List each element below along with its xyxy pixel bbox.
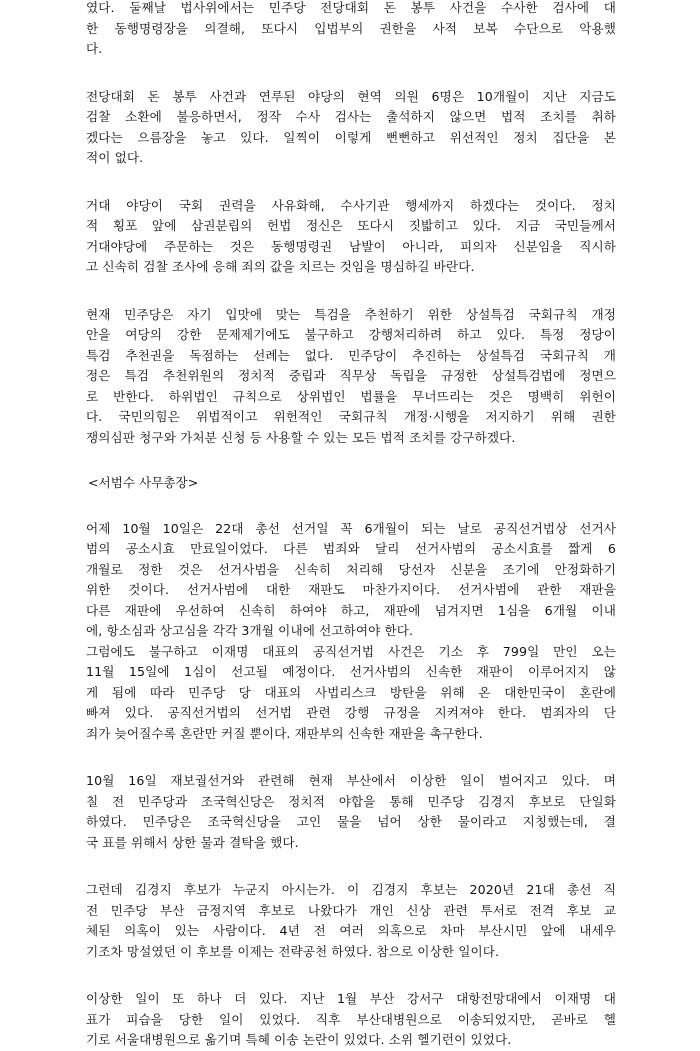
text-line: 전당대회 돈 봉투 사건과 연루된 야당의 현역 의원 6명은 10개월이 지난 지금도 xyxy=(86,88,616,104)
text-line: 다른 재판에 우선하여 신속히 하여야 하고, 재판에 넘겨지면 1심을 6개월 이내 xyxy=(86,602,616,618)
text-line: 기로 서울대병원으로 옮기며 특혜 이송 논란이 있었다. 소위 헬기런이 있었다. xyxy=(86,1032,512,1047)
text-line: 쟁의심판 청구와 가처분 신청 등 사용할 수 있는 모든 법적 조치를 강구하겠다. xyxy=(86,429,516,445)
paragraph-5 xyxy=(86,519,616,745)
text-line: 하였다. 민주당은 조국혁신당을 고인 물을 넘어 상한 물이라고 지칭했는데, 결 xyxy=(86,814,616,829)
paragraph-3 xyxy=(86,196,616,278)
text-line: 칠 전 민주당과 조국혁신당은 정치적 야합을 통해 민주당 김경지 후보로 단일화 xyxy=(86,793,616,809)
paragraph-6 xyxy=(86,771,616,853)
text-line: 거대 야당이 국회 권력을 사유화해, 수사기관 행세까지 하겠다는 것이다. 정치 xyxy=(86,197,616,213)
text-line: 위한 것이다. 선거사범에 대한 재판도 마찬가지이다. 선거사범에 관한 재판을 xyxy=(86,582,616,597)
text-line: 정은 특검 추천위원의 정치적 중립과 직무상 독립을 규정한 상설특검법에 정면으 xyxy=(86,368,616,383)
text-line: 로 반한다. 하위법인 규칙으로 상위법인 법률을 무너뜨리는 것은 명백히 위헌이 xyxy=(86,388,616,404)
text-line: 검찰 소환에 불응하면서, 정작 수사 검사는 출석하지 않으면 법적 조치를 취하 xyxy=(86,109,616,124)
speaker-heading: <서범수 사무총장> xyxy=(88,475,199,490)
paragraph-8 xyxy=(86,989,616,1051)
text-line: 국 표를 위해서 상한 물과 결탁을 했다. xyxy=(86,834,299,850)
text-line: 표가 피습을 당한 일이 있었다. 직후 부산대병원으로 이송되었지만, 곧바로 헬 xyxy=(86,1011,616,1027)
text-line: 개월로 정한 것은 선거사범을 신속히 처리해 당선자 신분을 조기에 안정화하기 xyxy=(86,561,616,577)
text-line: 빠져 있다. 공직선거법의 선거법 관련 강행 규정을 지켜져야 한다. 범죄자의 단 xyxy=(86,705,616,720)
text-line: 거대야당에 주문하는 것은 동행명령권 남발이 아니라, 피의자 신분임을 직시하 xyxy=(86,238,616,254)
text-line: 겠다는 으름장을 놓고 있다. 일찍이 이렇게 뻔뻔하고 위선적인 정치 집단을 본 xyxy=(86,129,616,145)
text-line: 다. 국민의힘은 위법적이고 위헌적인 국회규칙 개정·시행을 저지하기 위해 권한 xyxy=(86,409,616,424)
text-line: 게 됨에 따라 민주당 당 대표의 사법리스크 방탄을 위해 온 대한민국이 혼란에 xyxy=(86,684,616,700)
text-line: 였다. 둘째날 법사위에서는 민주당 전당대회 돈 봉투 사건을 수사한 검사에 대 xyxy=(86,0,616,15)
text-line: 죄가 늦어질수록 혼란만 커질 뿐이다. 재판부의 신속한 재판을 촉구한다. xyxy=(86,725,483,741)
text-line: 그런데 김경지 후보가 누군지 아시는가. 이 김경지 후보는 2020년 21대 총선 직 xyxy=(86,882,616,897)
text-line: 체된 의혹이 있는 사람이다. 4년 전 여러 의혹으로 차마 부산시민 앞에 내세우 xyxy=(86,923,616,938)
text-line: 특검 추천권을 독점하는 선례는 없다. 민주당이 추진하는 상설특검 국회규칙 개 xyxy=(86,347,616,363)
text-line: 다. xyxy=(86,41,103,56)
text-line: 적이 없다. xyxy=(86,150,144,165)
text-line: 에, 항소심과 상고심을 각각 3개월 이내에 선고하여야 한다. xyxy=(86,623,414,638)
text-line: 이상한 일이 또 하나 더 있다. 지난 1월 부산 강서구 대항전망대에서 이재명 대 xyxy=(86,991,616,1006)
paragraph-7 xyxy=(86,880,616,962)
text-line: 그럼에도 불구하고 이재명 대표의 공직선거법 사건은 기소 후 799일 만인 오는 xyxy=(86,643,616,659)
text-line: 어제 10월 10일은 22대 총선 선거일 꼭 6개월이 되는 날로 공직선거법상 선거사 xyxy=(86,520,616,536)
paragraph-2 xyxy=(86,87,616,169)
text-line: 전 민주당 부산 금정지역 후보로 나왔다가 개인 신상 관련 투서로 전격 후보 교 xyxy=(86,902,616,918)
text-line: 현재 민주당은 자기 입맛에 맞는 특검을 추천하기 위한 상설특검 국회규칙 개정 xyxy=(86,306,616,322)
text-line: 안을 여당의 강한 문제제기에도 불구하고 강행처리하려 하고 있다. 특정 정당이 xyxy=(86,327,616,342)
text-line: 고 신속히 검찰 조사에 응해 죄의 값을 치르는 것임을 명심하길 바란다. xyxy=(86,259,475,274)
text-line: 범의 공소시효 만료일이었다. 다른 범죄와 달리 선거사범의 공소시효를 짧게 6 xyxy=(86,541,616,556)
text-line: 11월 15일에 1심이 선고될 예정이다. 선거사범의 신속한 재판이 이루어지지 않 xyxy=(86,664,616,679)
text-line: 10월 16일 재보궐선거와 관련해 현재 부산에서 이상한 일이 벌어지고 있다. 며 xyxy=(86,773,616,788)
paragraph-1 xyxy=(86,0,616,60)
text-line: 적 횡포 앞에 삼권분립의 헌법 정신은 또다시 짓밟히고 있다. 지금 국민들께서 xyxy=(86,218,616,233)
paragraph-4 xyxy=(86,305,616,449)
text-line: 한 동행명령장을 의결해, 또다시 입법부의 권한을 사적 보복 수단으로 악용했 xyxy=(86,20,616,36)
text-line: 기조차 망설였던 이 후보를 이제는 전략공천 하였다. 참으로 이상한 일이다. xyxy=(86,943,500,959)
